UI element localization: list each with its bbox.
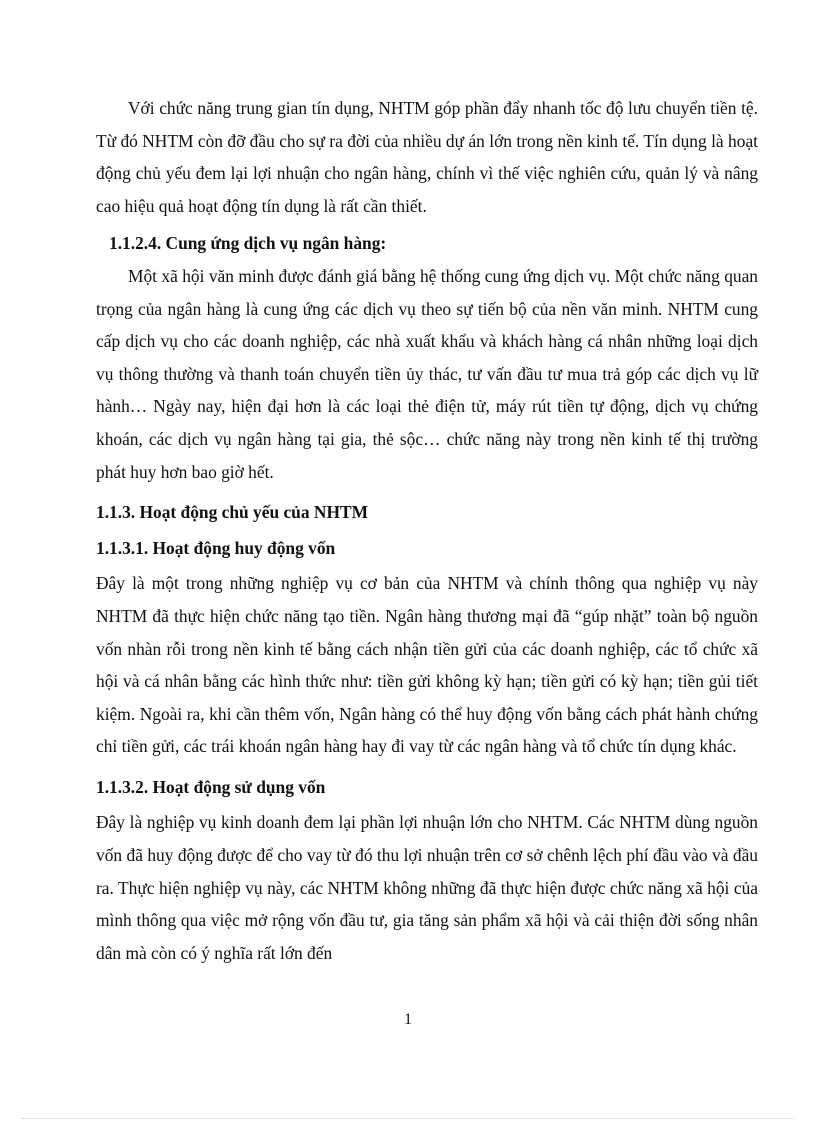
heading-1-1-3: 1.1.3. Hoạt động chủ yếu của NHTM (96, 502, 368, 523)
heading-1-1-3-2: 1.1.3.2. Hoạt động sử dụng vốn (96, 776, 326, 797)
heading-1-1-3-1: 1.1.3.1. Hoạt động huy động vốn (96, 537, 336, 558)
paragraph-credit-intermediation: Với chức năng trung gian tín dụng, NHTM góp phần đẩy nhanh tốc độ lưu chuyển tiền tệ. Từ đó NHTM còn đỡ đầu cho sự ra đời của nhiều dự án lớn trong nền kinh tế. Tín dụng là hoạt động chủ yếu đem lại lợi nhuận cho ngân hàng, chính vì thế việc nghiên cứu, quản lý và nâng cao hiệu quả hoạt động tín dụng là rất cần thiết. (96, 98, 758, 216)
paragraph-capital-usage: Đây là nghiệp vụ kinh doanh đem lại phần lợi nhuận lớn cho NHTM. Các NHTM dùng nguồn vốn đã huy động được để cho vay từ đó thu lợi nhuận trên cơ sở chênh lệch phí đầu vào và đầu ra. Thực hiện nghiệp vụ này, các NHTM không những đã thực hiện được chức năng xã hội của mình thông qua việc mở rộng vốn đầu tư, gia tăng sản phẩm xã hội và cải thiện đời sống nhân dân mà còn có ý nghĩa rất lớn đến (96, 812, 758, 963)
page-bottom-border (22, 1118, 794, 1119)
heading-1-1-2-4: 1.1.2.4. Cung ứng dịch vụ ngân hàng: (109, 233, 387, 254)
page-number: 1 (404, 1011, 412, 1028)
document-body (96, 92, 758, 969)
paragraph-banking-services: Một xã hội văn minh được đánh giá bằng hệ thống cung ứng dịch vụ. Một chức năng quan trọng của ngân hàng là cung ứng các dịch vụ theo sự tiến bộ của nền văn minh. NHTM cung cấp dịch vụ cho các doanh nghiệp, các nhà xuất khẩu và khách hàng cá nhân những loại dịch vụ thông thường và thanh toán chuyển tiền ủy thác, tư vấn đầu tư mua trả góp các dịch vụ lữ hành… Ngày nay, hiện đại hơn là các loại thẻ điện tử, máy rút tiền tự động, dịch vụ chứng khoán, các dịch vụ ngân hàng tại gia, thẻ sộc… chức năng này trong nền kinh tế thị trường phát huy hơn bao giờ hết. (96, 265, 758, 482)
paragraph-capital-mobilization: Đây là một trong những nghiệp vụ cơ bản của NHTM và chính thông qua nghiệp vụ này NHTM đã thực hiện chức năng tạo tiền. Ngân hàng thương mại đã “gúp nhặt” toàn bộ nguồn vốn nhàn rỗi trong nền kinh tế bằng cách nhận tiền gửi của các doanh nghiệp, các tổ chức xã hội và cá nhân bằng các hình thức như: tiền gửi không kỳ hạn; tiền gửi có kỳ hạn; tiền gủi tiết kiệm. Ngoài ra, khi cần thêm vốn, Ngân hàng có thể huy động vốn bằng cách phát hành chứng chỉ tiền gửi, các trái khoán ngân hàng hay đi vay từ các ngân hàng và tổ chức tín dụng khác. (96, 573, 758, 757)
